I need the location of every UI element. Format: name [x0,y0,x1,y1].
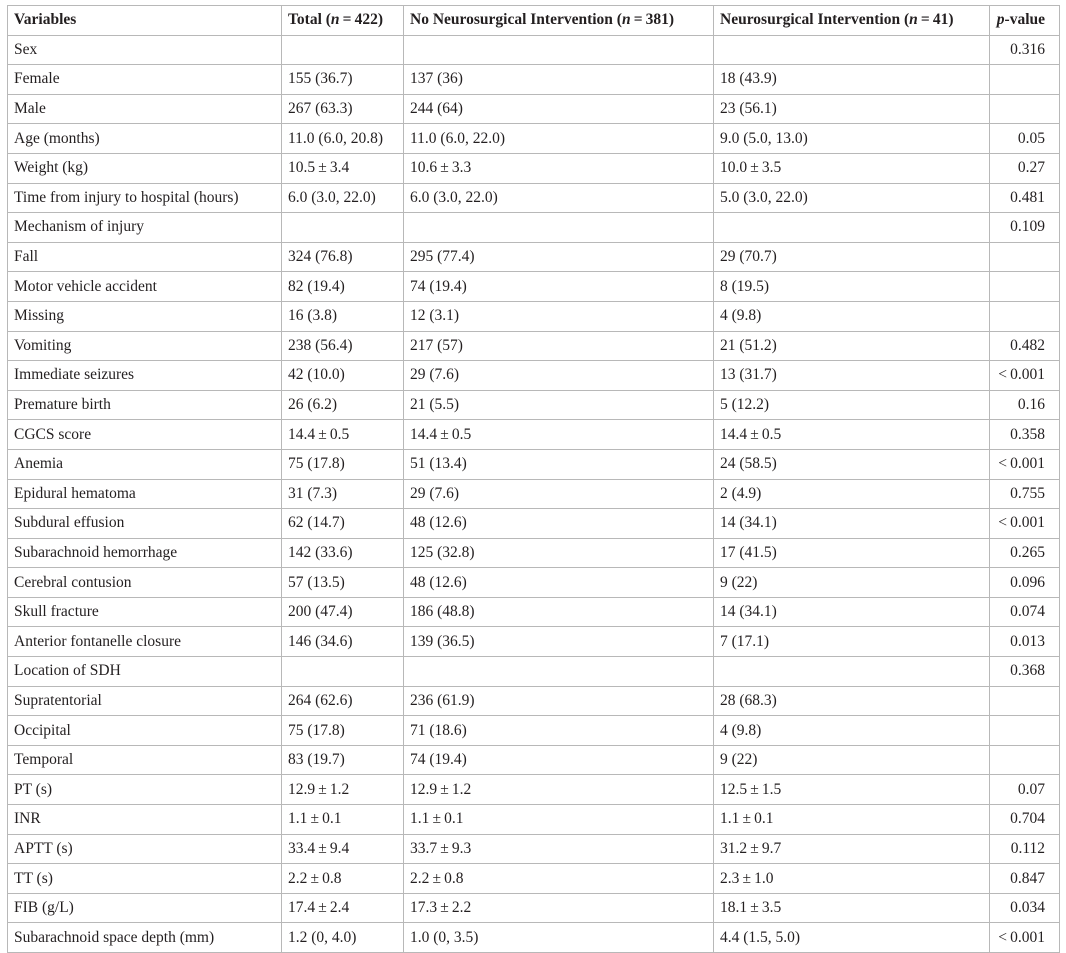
cell-intervention: 4 (9.8) [714,301,990,331]
cell-variable: Time from injury to hospital (hours) [8,183,282,213]
cell-total: 238 (56.4) [282,331,404,361]
cell-no-intervention: 48 (12.6) [404,509,714,539]
cell-intervention: 21 (51.2) [714,331,990,361]
cell-intervention: 14 (34.1) [714,597,990,627]
cell-p-value: 0.27 [990,153,1060,183]
cell-no-intervention: 29 (7.6) [404,361,714,391]
cell-intervention [714,657,990,687]
cell-total: 14.4 ± 0.5 [282,420,404,450]
cell-variable: Vomiting [8,331,282,361]
table-row [8,272,1060,302]
table-row [8,65,1060,95]
cell-total: 267 (63.3) [282,94,404,124]
cell-p-value [990,301,1060,331]
table-row [8,893,1060,923]
table-row [8,923,1060,953]
cell-no-intervention [404,657,714,687]
cell-intervention: 12.5 ± 1.5 [714,775,990,805]
table-row [8,331,1060,361]
cell-p-value [990,242,1060,272]
cell-no-intervention: 33.7 ± 9.3 [404,834,714,864]
cell-variable: Weight (kg) [8,153,282,183]
cell-total: 142 (33.6) [282,538,404,568]
cell-intervention: 23 (56.1) [714,94,990,124]
cell-total: 155 (36.7) [282,65,404,95]
cell-intervention: 8 (19.5) [714,272,990,302]
cell-no-intervention: 2.2 ± 0.8 [404,864,714,894]
cell-variable: Motor vehicle accident [8,272,282,302]
cell-intervention: 14.4 ± 0.5 [714,420,990,450]
cell-variable: Anemia [8,449,282,479]
cell-intervention: 13 (31.7) [714,361,990,391]
cell-total: 1.2 (0, 4.0) [282,923,404,953]
table-row [8,597,1060,627]
cell-no-intervention: 17.3 ± 2.2 [404,893,714,923]
cell-no-intervention: 10.6 ± 3.3 [404,153,714,183]
table-row [8,657,1060,687]
cell-p-value: 0.358 [990,420,1060,450]
cell-total [282,213,404,243]
cell-no-intervention: 71 (18.6) [404,716,714,746]
table-row [8,361,1060,391]
cell-no-intervention: 29 (7.6) [404,479,714,509]
cell-variable: PT (s) [8,775,282,805]
cell-p-value: < 0.001 [990,449,1060,479]
cell-p-value: 0.112 [990,834,1060,864]
cell-p-value: 0.034 [990,893,1060,923]
cell-variable: Skull fracture [8,597,282,627]
cell-no-intervention: 139 (36.5) [404,627,714,657]
cell-p-value: 0.704 [990,805,1060,835]
cell-p-value: 0.16 [990,390,1060,420]
cell-p-value: 0.109 [990,213,1060,243]
cell-p-value: 0.096 [990,568,1060,598]
cell-p-value: 0.265 [990,538,1060,568]
cell-variable: Missing [8,301,282,331]
cell-variable: Premature birth [8,390,282,420]
header-no-intervention: No Neurosurgical Intervention (n = 381) [404,6,714,36]
cell-total: 10.5 ± 3.4 [282,153,404,183]
cell-no-intervention: 236 (61.9) [404,686,714,716]
cell-variable: Location of SDH [8,657,282,687]
cell-variable: Cerebral contusion [8,568,282,598]
cell-total: 26 (6.2) [282,390,404,420]
cell-variable: Mechanism of injury [8,213,282,243]
cell-variable: Fall [8,242,282,272]
cell-intervention: 9 (22) [714,745,990,775]
cell-variable: Female [8,65,282,95]
cell-total: 1.1 ± 0.1 [282,805,404,835]
cell-no-intervention: 51 (13.4) [404,449,714,479]
cell-intervention: 10.0 ± 3.5 [714,153,990,183]
cell-intervention: 2.3 ± 1.0 [714,864,990,894]
table-row [8,94,1060,124]
table-row [8,686,1060,716]
cell-variable: CGCS score [8,420,282,450]
cell-p-value: 0.013 [990,627,1060,657]
cell-intervention: 18 (43.9) [714,65,990,95]
table-row [8,301,1060,331]
cell-no-intervention: 74 (19.4) [404,272,714,302]
cell-total: 82 (19.4) [282,272,404,302]
cell-no-intervention: 186 (48.8) [404,597,714,627]
cell-intervention: 7 (17.1) [714,627,990,657]
cell-variable: Male [8,94,282,124]
cell-variable: FIB (g/L) [8,893,282,923]
cell-intervention [714,213,990,243]
cell-total: 200 (47.4) [282,597,404,627]
cell-intervention: 18.1 ± 3.5 [714,893,990,923]
cell-intervention: 4.4 (1.5, 5.0) [714,923,990,953]
table-row [8,745,1060,775]
cell-no-intervention: 125 (32.8) [404,538,714,568]
cell-total: 6.0 (3.0, 22.0) [282,183,404,213]
cell-p-value: < 0.001 [990,361,1060,391]
cell-total: 31 (7.3) [282,479,404,509]
cell-total: 2.2 ± 0.8 [282,864,404,894]
cell-variable: INR [8,805,282,835]
cell-intervention: 24 (58.5) [714,449,990,479]
cell-intervention: 9 (22) [714,568,990,598]
cell-no-intervention: 1.0 (0, 3.5) [404,923,714,953]
cell-no-intervention: 137 (36) [404,65,714,95]
cell-total: 12.9 ± 1.2 [282,775,404,805]
table-row [8,35,1060,65]
cell-p-value [990,716,1060,746]
cell-p-value: 0.074 [990,597,1060,627]
cell-no-intervention: 217 (57) [404,331,714,361]
cell-total: 33.4 ± 9.4 [282,834,404,864]
cell-no-intervention: 1.1 ± 0.1 [404,805,714,835]
cell-intervention: 9.0 (5.0, 13.0) [714,124,990,154]
table-row [8,627,1060,657]
cell-p-value: 0.755 [990,479,1060,509]
cell-variable: Anterior fontanelle closure [8,627,282,657]
header-variables: Variables [8,6,282,36]
cell-intervention: 28 (68.3) [714,686,990,716]
cell-no-intervention: 244 (64) [404,94,714,124]
table-row [8,538,1060,568]
table-row [8,242,1060,272]
cell-intervention: 5 (12.2) [714,390,990,420]
cell-p-value [990,272,1060,302]
cell-p-value: < 0.001 [990,923,1060,953]
table-row [8,805,1060,835]
cell-total: 16 (3.8) [282,301,404,331]
cell-variable: APTT (s) [8,834,282,864]
cell-no-intervention: 12 (3.1) [404,301,714,331]
cell-total: 324 (76.8) [282,242,404,272]
table-row [8,834,1060,864]
table-header-row [8,6,1060,36]
table-row [8,124,1060,154]
cell-total: 75 (17.8) [282,449,404,479]
table-body [8,35,1060,952]
cell-p-value: 0.05 [990,124,1060,154]
cell-intervention: 14 (34.1) [714,509,990,539]
table-row [8,213,1060,243]
cell-p-value: 0.368 [990,657,1060,687]
cell-intervention: 5.0 (3.0, 22.0) [714,183,990,213]
cell-no-intervention: 14.4 ± 0.5 [404,420,714,450]
cell-variable: Immediate seizures [8,361,282,391]
cell-no-intervention: 48 (12.6) [404,568,714,598]
header-intervention: Neurosurgical Intervention (n = 41) [714,6,990,36]
cell-total: 17.4 ± 2.4 [282,893,404,923]
cell-p-value [990,65,1060,95]
cell-total [282,35,404,65]
cell-total: 42 (10.0) [282,361,404,391]
cell-intervention: 31.2 ± 9.7 [714,834,990,864]
table-row [8,420,1060,450]
data-table-container [7,5,1060,953]
cell-intervention: 4 (9.8) [714,716,990,746]
table-row [8,568,1060,598]
cell-p-value: 0.316 [990,35,1060,65]
cell-intervention: 1.1 ± 0.1 [714,805,990,835]
cell-variable: Subarachnoid space depth (mm) [8,923,282,953]
cell-variable: Temporal [8,745,282,775]
cell-total: 264 (62.6) [282,686,404,716]
table-row [8,183,1060,213]
table-row [8,449,1060,479]
cell-p-value: < 0.001 [990,509,1060,539]
cell-p-value [990,94,1060,124]
cell-intervention [714,35,990,65]
cell-p-value: 0.07 [990,775,1060,805]
cell-p-value [990,745,1060,775]
table-row [8,153,1060,183]
cell-variable: Subarachnoid hemorrhage [8,538,282,568]
cell-variable: Sex [8,35,282,65]
data-table [7,5,1060,953]
cell-total: 75 (17.8) [282,716,404,746]
cell-no-intervention: 21 (5.5) [404,390,714,420]
cell-p-value: 0.481 [990,183,1060,213]
table-row [8,716,1060,746]
cell-no-intervention: 11.0 (6.0, 22.0) [404,124,714,154]
cell-total: 146 (34.6) [282,627,404,657]
header-total: Total (n = 422) [282,6,404,36]
cell-intervention: 2 (4.9) [714,479,990,509]
cell-no-intervention [404,213,714,243]
cell-no-intervention: 295 (77.4) [404,242,714,272]
cell-variable: Age (months) [8,124,282,154]
cell-total: 11.0 (6.0, 20.8) [282,124,404,154]
cell-no-intervention [404,35,714,65]
cell-total: 57 (13.5) [282,568,404,598]
cell-p-value: 0.482 [990,331,1060,361]
cell-no-intervention: 6.0 (3.0, 22.0) [404,183,714,213]
table-row [8,509,1060,539]
table-row [8,390,1060,420]
cell-total: 62 (14.7) [282,509,404,539]
cell-variable: TT (s) [8,864,282,894]
cell-intervention: 17 (41.5) [714,538,990,568]
table-row [8,775,1060,805]
cell-no-intervention: 12.9 ± 1.2 [404,775,714,805]
cell-variable: Occipital [8,716,282,746]
cell-p-value: 0.847 [990,864,1060,894]
cell-total [282,657,404,687]
header-p-value: p-value [990,6,1060,36]
cell-no-intervention: 74 (19.4) [404,745,714,775]
cell-variable: Supratentorial [8,686,282,716]
cell-variable: Subdural effusion [8,509,282,539]
cell-intervention: 29 (70.7) [714,242,990,272]
table-row [8,479,1060,509]
cell-total: 83 (19.7) [282,745,404,775]
table-row [8,864,1060,894]
cell-variable: Epidural hematoma [8,479,282,509]
cell-p-value [990,686,1060,716]
